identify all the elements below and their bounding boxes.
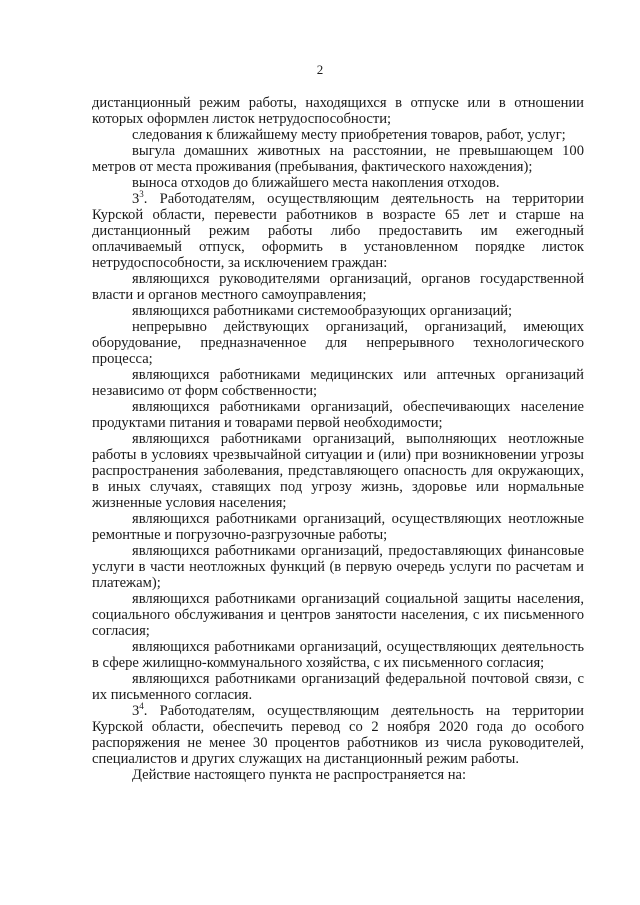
paragraph	[92, 399, 584, 431]
clause-number: 3	[132, 703, 140, 719]
paragraph-text: являющихся работниками системообразующих организаций;	[132, 303, 513, 319]
paragraph-text: являющихся работниками организаций, обеспечивающих население продуктами питания и товарами первой необходимости;	[92, 399, 584, 431]
paragraph	[92, 367, 584, 399]
paragraph-text: непрерывно действующих организаций, организаций, имеющих оборудование, предназначенное для непрерывного технологического процесса;	[92, 319, 584, 367]
clause-superscript: 4	[139, 701, 144, 712]
paragraph	[92, 143, 584, 175]
paragraph	[92, 591, 584, 639]
paragraph-text: . Работодателям, осуществляющим деятельность на территории Курской области, перевести работников в возрасте 65 лет и старше на дистанционный режим работы либо предоставить им ежегодный оплачиваемый отпуск, оформить в установленном порядке листок нетрудоспособности, за исключением граждан:	[92, 191, 584, 271]
paragraph	[92, 543, 584, 591]
paragraph	[92, 639, 584, 671]
paragraph-text: . Работодателям, осуществляющим деятельность на территории Курской области, обеспечить перевод со 2 ноября 2020 года до особого распоряжения не менее 30 процентов работников из числа руководителей, специалистов и других служащих на дистанционный режим работы.	[92, 703, 584, 767]
paragraph	[92, 319, 584, 367]
paragraph	[92, 511, 584, 543]
paragraph	[92, 431, 584, 511]
page-number: 2	[316, 62, 324, 77]
paragraph-text: являющихся работниками организаций, осуществляющих деятельность в сфере жилищно-коммунального хозяйства, с их письменного согласия;	[92, 639, 584, 671]
paragraph	[92, 175, 584, 191]
paragraph-text: являющихся работниками организаций социальной защиты населения, социального обслуживания и центров занятости населения, с их письменного согласия;	[92, 591, 584, 639]
paragraph-text: выгула домашних животных на расстоянии, не превышающем 100 метров от места проживания (пребывания, фактического нахождения);	[92, 143, 584, 175]
paragraph-text: выноса отходов до ближайшего места накопления отходов.	[132, 175, 500, 191]
paragraph-text: являющихся работниками медицинских или аптечных организаций независимо от форм собственности;	[92, 367, 584, 399]
paragraph	[92, 95, 584, 127]
paragraph-text: дистанционный режим работы, находящихся в отпуске или в отношении которых оформлен листок нетрудоспособности;	[92, 95, 584, 127]
paragraph-text: следования к ближайшему месту приобретения товаров, работ, услуг;	[132, 127, 566, 143]
paragraph-text: Действие настоящего пункта не распространяется на:	[132, 767, 467, 783]
paragraph	[92, 271, 584, 303]
paragraph	[92, 303, 584, 319]
document-body	[92, 95, 584, 783]
paragraph-text: являющихся работниками организаций федеральной почтовой связи, с их письменного согласия.	[92, 671, 584, 703]
clause-number: 3	[132, 191, 140, 207]
paragraph-text: являющихся работниками организаций, осуществляющих неотложные ремонтные и погрузочно-разгрузочные работы;	[92, 511, 584, 543]
paragraph	[92, 767, 584, 783]
paragraph	[92, 703, 584, 767]
paragraph	[92, 191, 584, 271]
paragraph-text: являющихся работниками организаций, выполняющих неотложные работы в условиях чрезвычайной ситуации и (или) при возникновении угрозы распространения заболевания, представляющего опасность для окружающих, в иных случаях, ставящих под угрозу жизнь, здоровье или нормальные жизненные условия населения;	[92, 431, 584, 511]
paragraph-text: являющихся руководителями организаций, органов государственной власти и органов местного самоуправления;	[92, 271, 584, 303]
paragraph-text: являющихся работниками организаций, предоставляющих финансовые услуги в части неотложных функций (в первую очередь услуги по расчетам и платежам);	[92, 543, 584, 591]
clause-superscript: 3	[139, 189, 144, 200]
paragraph	[92, 127, 584, 143]
paragraph	[92, 671, 584, 703]
